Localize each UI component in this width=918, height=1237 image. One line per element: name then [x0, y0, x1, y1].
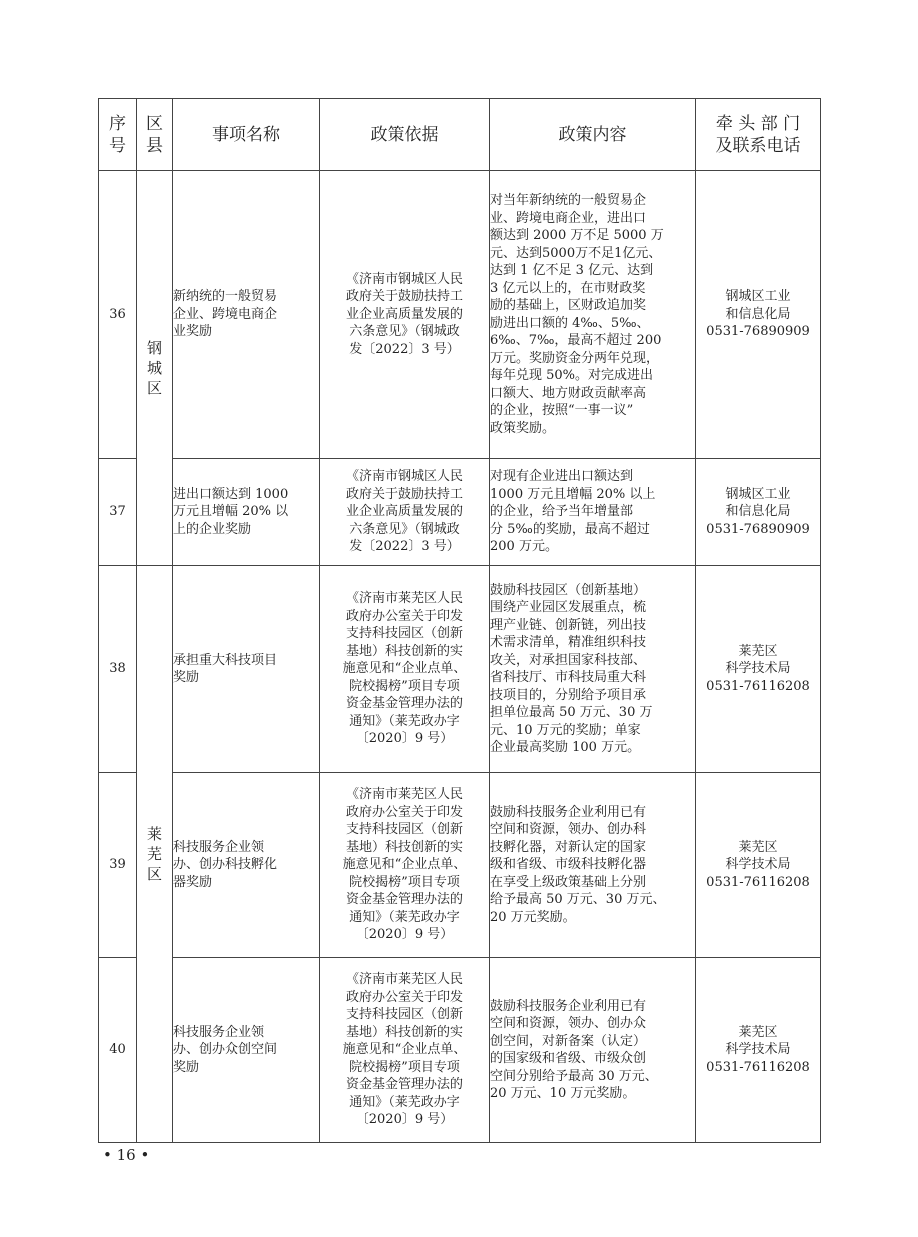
row-content-line: 理产业链、创新链，列出技: [490, 617, 647, 633]
header-seq: [99, 99, 137, 171]
row-basis-line: 院校揭榜”项目专项: [349, 874, 460, 890]
row-basis-line: 政府关于鼓励扶持工: [345, 289, 463, 305]
row-content-line: 的企业，给予当年增量部: [490, 504, 634, 520]
district-char: 区: [146, 379, 162, 397]
row-content-line: 元、10 万元的奖励；单家: [490, 722, 641, 738]
row-seq: 36: [99, 171, 137, 459]
row-dept-line: 和信息化局: [725, 504, 791, 520]
row-content-line: 达到 1 亿不足 3 亿元、达到: [490, 263, 654, 278]
row-content-line: 政策奖励。: [490, 420, 556, 436]
row-content-line: 对现有企业进出口额达到: [490, 469, 634, 485]
row-item-name-line: 业奖励: [173, 324, 213, 340]
row-item-name-line: 科技服务企业领: [173, 839, 265, 855]
row-content-line: 200 万元。: [490, 539, 558, 555]
row-content-line: 业、跨境电商企业，进出口: [490, 210, 647, 226]
row-basis-line: 基地）科技创新的实: [345, 643, 463, 659]
row-basis-line: 施意见和“企业点单、: [342, 1042, 467, 1058]
district-char: 钢: [146, 339, 162, 357]
table-header-row: [99, 99, 821, 171]
row-content-line: 攻关，对承担国家科技部、: [490, 652, 647, 668]
row-item-name: [173, 171, 320, 459]
header-content: 政策内容: [490, 99, 696, 171]
row-content-line: 空间和资源，领办、创办众: [490, 1016, 647, 1031]
row-content-line: 20 万元、10 万元奖励。: [490, 1086, 636, 1101]
row-item-name: [173, 459, 320, 566]
row-basis-line: 《济南市莱芜区人民: [345, 787, 463, 803]
row-basis-line: 院校揭榜”项目专项: [349, 678, 460, 694]
row-basis-line: 《济南市钢城区人民: [345, 469, 463, 485]
row-basis-line: 〔2020〕9 号）: [355, 927, 454, 943]
header-district: [137, 99, 173, 171]
row-content-line: 给予最高 50 万元、30 万元、: [490, 892, 666, 908]
row-item-name-line: 办、创办众创空间: [173, 1042, 278, 1058]
row-content-line: 1000 万元且增幅 20% 以上: [490, 486, 656, 502]
row-dept-line: 莱芜区: [738, 643, 778, 659]
header-dept: [696, 99, 821, 171]
row-dept-line: 科学技术局: [725, 1042, 791, 1058]
row-dept-line: 钢城区工业: [725, 289, 791, 305]
row-content-line: 口额大、地方财政贡献率高: [490, 385, 647, 401]
row-basis-line: 业企业高质量发展的: [345, 504, 463, 520]
row-dept-line: 科学技术局: [725, 857, 791, 873]
row-item-name-line: 进出口额达到 1000: [173, 486, 289, 502]
row-basis: [320, 459, 490, 566]
row-content-line: 励进出口额的 4‰、5‰、: [490, 315, 650, 331]
row-dept-line: 0531-76116208: [706, 678, 810, 694]
row-content-line: 的企业，按照“一事一议”: [490, 403, 634, 418]
row-basis-line: 政府办公室关于印发: [345, 608, 463, 624]
header-seq-line: 序: [109, 113, 126, 134]
row-item-name: [173, 958, 320, 1143]
row-content-line: 20 万元奖励。: [490, 909, 576, 925]
row-basis-line: 基地）科技创新的实: [345, 839, 463, 855]
row-item-name-line: 奖励: [173, 670, 200, 685]
row-basis-line: 业企业高质量发展的: [345, 306, 463, 322]
table-row: [99, 459, 821, 566]
row-basis-line: 政府办公室关于印发: [345, 989, 463, 1005]
row-dept-line: 科学技术局: [725, 661, 791, 677]
row-content-line: 创空间，对新备案（认定）: [490, 1033, 647, 1049]
row-item-name: [173, 773, 320, 958]
table-row: [99, 958, 821, 1143]
row-seq: 37: [99, 459, 137, 566]
row-basis-line: 发〔2022〕3 号）: [349, 341, 460, 357]
row-basis-line: 发〔2022〕3 号）: [349, 539, 460, 555]
row-item-name-line: 万元且增幅 20% 以: [173, 504, 289, 520]
row-item-name: [173, 566, 320, 773]
row-basis-line: 资金基金管理办法的: [345, 1077, 463, 1093]
row-content-line: 的国家级和省级、市级众创: [490, 1051, 647, 1066]
row-content-line: 万元。奖励资金分两年兑现，: [490, 350, 660, 366]
table-row: [99, 773, 821, 958]
row-basis: [320, 773, 490, 958]
row-item-name-line: 奖励: [173, 1059, 200, 1075]
row-basis-line: 通知》（莱芜政办字: [349, 1094, 460, 1110]
row-basis-line: 政府办公室关于印发: [345, 804, 463, 820]
row-basis-line: 院校揭榜”项目专项: [349, 1059, 460, 1075]
row-basis-line: 施意见和“企业点单、: [342, 857, 467, 873]
row-basis-line: 资金基金管理办法的: [345, 696, 463, 712]
row-dept: [696, 958, 821, 1143]
row-dept-line: 钢城区工业: [725, 486, 791, 502]
row-content-line: 元、达到5000万不足1亿元、: [490, 245, 662, 261]
row-dept: [696, 171, 821, 459]
row-basis-line: 〔2020〕9 号）: [355, 1112, 454, 1128]
row-content-line: 分 5‰的奖励，最高不超过: [490, 521, 650, 537]
row-item-name-line: 科技服务企业领: [173, 1024, 265, 1040]
row-content-line: 技孵化器，对新认定的国家: [490, 839, 647, 855]
row-content-line: 围绕产业园区发展重点，梳: [490, 600, 647, 615]
row-basis: [320, 171, 490, 459]
row-content-line: 级和省级、市级科技孵化器: [490, 857, 647, 873]
row-item-name-line: 企业、跨境电商企: [173, 306, 278, 322]
row-content-line: 技项目的，分别给予项目承: [490, 687, 647, 703]
district-char: 区: [146, 865, 162, 883]
row-content-line: 担单位最高 50 万元、30 万: [490, 705, 653, 720]
row-basis-line: 支持科技园区（创新: [345, 626, 463, 642]
row-basis-line: 六条意见》（钢城政: [349, 521, 460, 537]
row-dept: [696, 459, 821, 566]
row-basis-line: 六条意见》（钢城政: [349, 324, 460, 340]
row-content: [490, 958, 696, 1143]
row-basis-line: 《济南市莱芜区人民: [345, 972, 463, 988]
row-seq: 39: [99, 773, 137, 958]
district-char: 城: [146, 359, 162, 377]
row-basis-line: 政府关于鼓励扶持工: [345, 486, 463, 502]
row-content: [490, 171, 696, 459]
row-basis-line: 支持科技园区（创新: [345, 822, 463, 838]
row-content-line: 鼓励科技服务企业利用已有: [490, 804, 647, 820]
row-content-line: 鼓励科技服务企业利用已有: [490, 998, 647, 1014]
header-dept-line: 牵 头 部 门: [715, 113, 801, 134]
row-content-line: 鼓励科技园区（创新基地）: [490, 582, 647, 598]
table-row: [99, 566, 821, 773]
row-basis-line: 《济南市莱芜区人民: [345, 591, 463, 607]
district-char: 莱: [146, 825, 162, 843]
row-item-name-line: 承担重大科技项目: [173, 652, 278, 668]
row-dept-line: 0531-76116208: [706, 1059, 810, 1075]
header-district-line: 县: [146, 135, 163, 156]
row-content-line: 省科技厅、市科技局重大科: [490, 670, 647, 685]
row-item-name-line: 上的企业奖励: [173, 521, 252, 537]
row-district: [137, 171, 173, 566]
row-seq: 40: [99, 958, 137, 1143]
page-number: • 16 •: [103, 1146, 150, 1164]
header-seq-line: 号: [109, 135, 126, 156]
row-basis-line: 基地）科技创新的实: [345, 1024, 463, 1040]
row-basis-line: 通知》（莱芜政办字: [349, 713, 460, 729]
row-basis-line: 支持科技园区（创新: [345, 1007, 463, 1023]
row-district: [137, 566, 173, 1143]
row-item-name-line: 器奖励: [173, 874, 213, 890]
row-basis-line: 资金基金管理办法的: [345, 892, 463, 908]
row-content-line: 3 亿元以上的，在市财政奖: [490, 280, 646, 296]
row-content: [490, 459, 696, 566]
row-content-line: 对当年新纳统的一般贸易企: [490, 193, 647, 208]
row-content-line: 企业最高奖励 100 万元。: [490, 740, 641, 755]
row-dept-line: 0531-76890909: [706, 521, 810, 537]
row-content-line: 励的基础上，区财政追加奖: [490, 298, 647, 313]
row-dept-line: 0531-76116208: [706, 874, 810, 890]
row-dept: [696, 566, 821, 773]
table-row: [99, 171, 821, 459]
row-content: [490, 566, 696, 773]
row-dept-line: 莱芜区: [738, 839, 778, 855]
row-basis: [320, 958, 490, 1143]
row-basis-line: 施意见和“企业点单、: [342, 661, 467, 677]
row-content: [490, 773, 696, 958]
header-district-line: 区: [146, 113, 163, 134]
row-dept: [696, 773, 821, 958]
row-content-line: 术需求清单，精准组织科技: [490, 635, 647, 650]
row-basis-line: 通知》（莱芜政办字: [349, 909, 460, 925]
row-basis: [320, 566, 490, 773]
row-content-line: 每年兑现 50%。对完成进出: [490, 368, 654, 383]
header-basis: 政策依据: [320, 99, 490, 171]
policy-table: [98, 98, 821, 1143]
row-content-line: 在享受上级政策基础上分别: [490, 874, 647, 890]
row-basis-line: 《济南市钢城区人民: [345, 271, 463, 287]
row-item-name-line: 新纳统的一般贸易: [173, 289, 278, 305]
header-item-name: 事项名称: [173, 99, 320, 171]
row-content-line: 额达到 2000 万不足 5000 万: [490, 228, 664, 243]
row-content-line: 空间和资源，领办、创办科: [490, 822, 647, 838]
row-dept-line: 莱芜区: [738, 1024, 778, 1040]
row-dept-line: 0531-76890909: [706, 324, 810, 340]
row-item-name-line: 办、创办科技孵化: [173, 857, 278, 873]
row-dept-line: 和信息化局: [725, 306, 791, 322]
row-basis-line: 〔2020〕9 号）: [355, 731, 454, 747]
row-content-line: 6‰、7‰，最高不超过 200: [490, 333, 662, 348]
row-seq: 38: [99, 566, 137, 773]
row-content-line: 空间分别给予最高 30 万元、: [490, 1068, 658, 1084]
district-char: 芜: [146, 845, 162, 863]
header-dept-line: 及联系电话: [715, 135, 801, 156]
